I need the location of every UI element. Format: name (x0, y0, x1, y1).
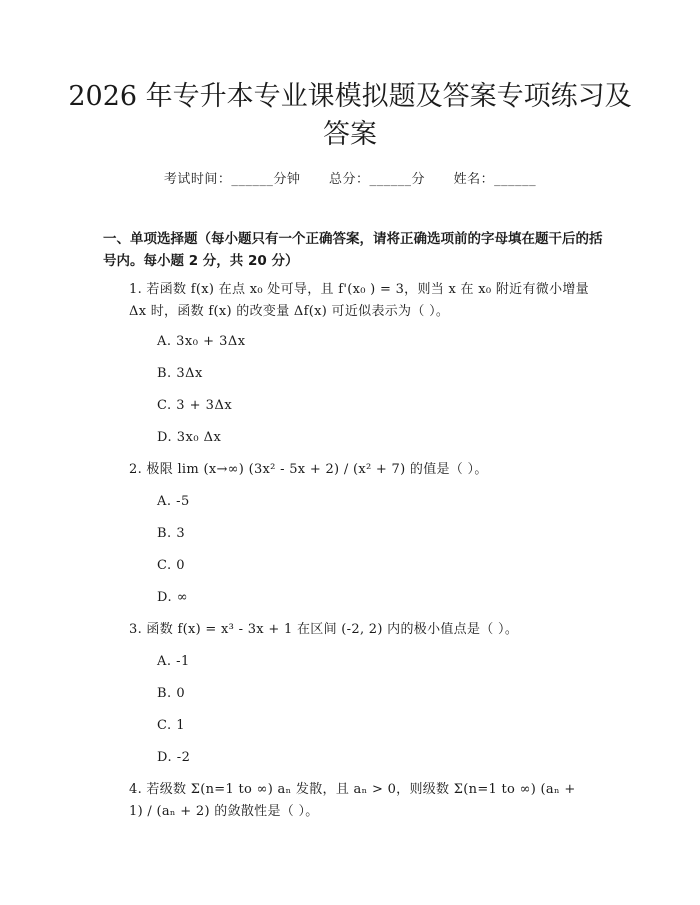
option: B. 3 (157, 526, 186, 541)
option: C. 3 + 3Δx (157, 398, 233, 413)
option: A. 3x₀ + 3Δx (157, 334, 246, 349)
question-text: 1. 若函数 f(x) 在点 x₀ 处可导，且 f'(x₀ ) = 3，则当 x 在 x₀ 附近有微小增量 Δx 时，函数 f(x) 的改变量 Δf(x) 可近似表示为（ ）。 (129, 282, 589, 319)
option: C. 1 (157, 718, 186, 733)
document-title: 2026 年专升本专业课模拟题及答案专项练习及答案 (68, 81, 632, 150)
question-3 (103, 619, 590, 641)
option: D. -2 (157, 750, 191, 765)
option: B. 3Δx (157, 366, 203, 381)
option: D. ∞ (157, 590, 189, 605)
option: D. 3x₀ Δx (157, 430, 222, 445)
question-1 (103, 279, 590, 323)
question-text: 4. 若级数 Σ(n=1 to ∞) aₙ 发散，且 aₙ > 0，则级数 Σ(n=1 to ∞) (aₙ + 1) / (aₙ + 2) 的敛散性是（ ）。 (129, 782, 576, 819)
section-heading: 一、单项选择题（每小题只有一个正确答案，请将正确选项前的字母填在题干后的括号内。每小题 2 分，共 20 分） (103, 231, 603, 269)
question-4 (103, 779, 590, 823)
option: B. 0 (157, 686, 186, 701)
option: A. -5 (157, 494, 190, 509)
option: A. -1 (157, 654, 190, 669)
exam-time: 考试时间：______分钟 (163, 172, 301, 187)
question-text: 3. 函数 f(x) = x³ - 3x + 1 在区间 (-2, 2) 内的极小值点是（ ）。 (129, 622, 519, 637)
exam-score: 总分：______分 (328, 172, 425, 187)
question-2 (103, 459, 590, 481)
exam-name: 姓名：______ (453, 172, 537, 187)
question-text: 2. 极限 lim (x→∞) (3x² - 5x + 2) / (x² + 7) 的值是（ ）。 (129, 462, 488, 477)
option: C. 0 (157, 558, 186, 573)
exam-meta (0, 168, 700, 187)
